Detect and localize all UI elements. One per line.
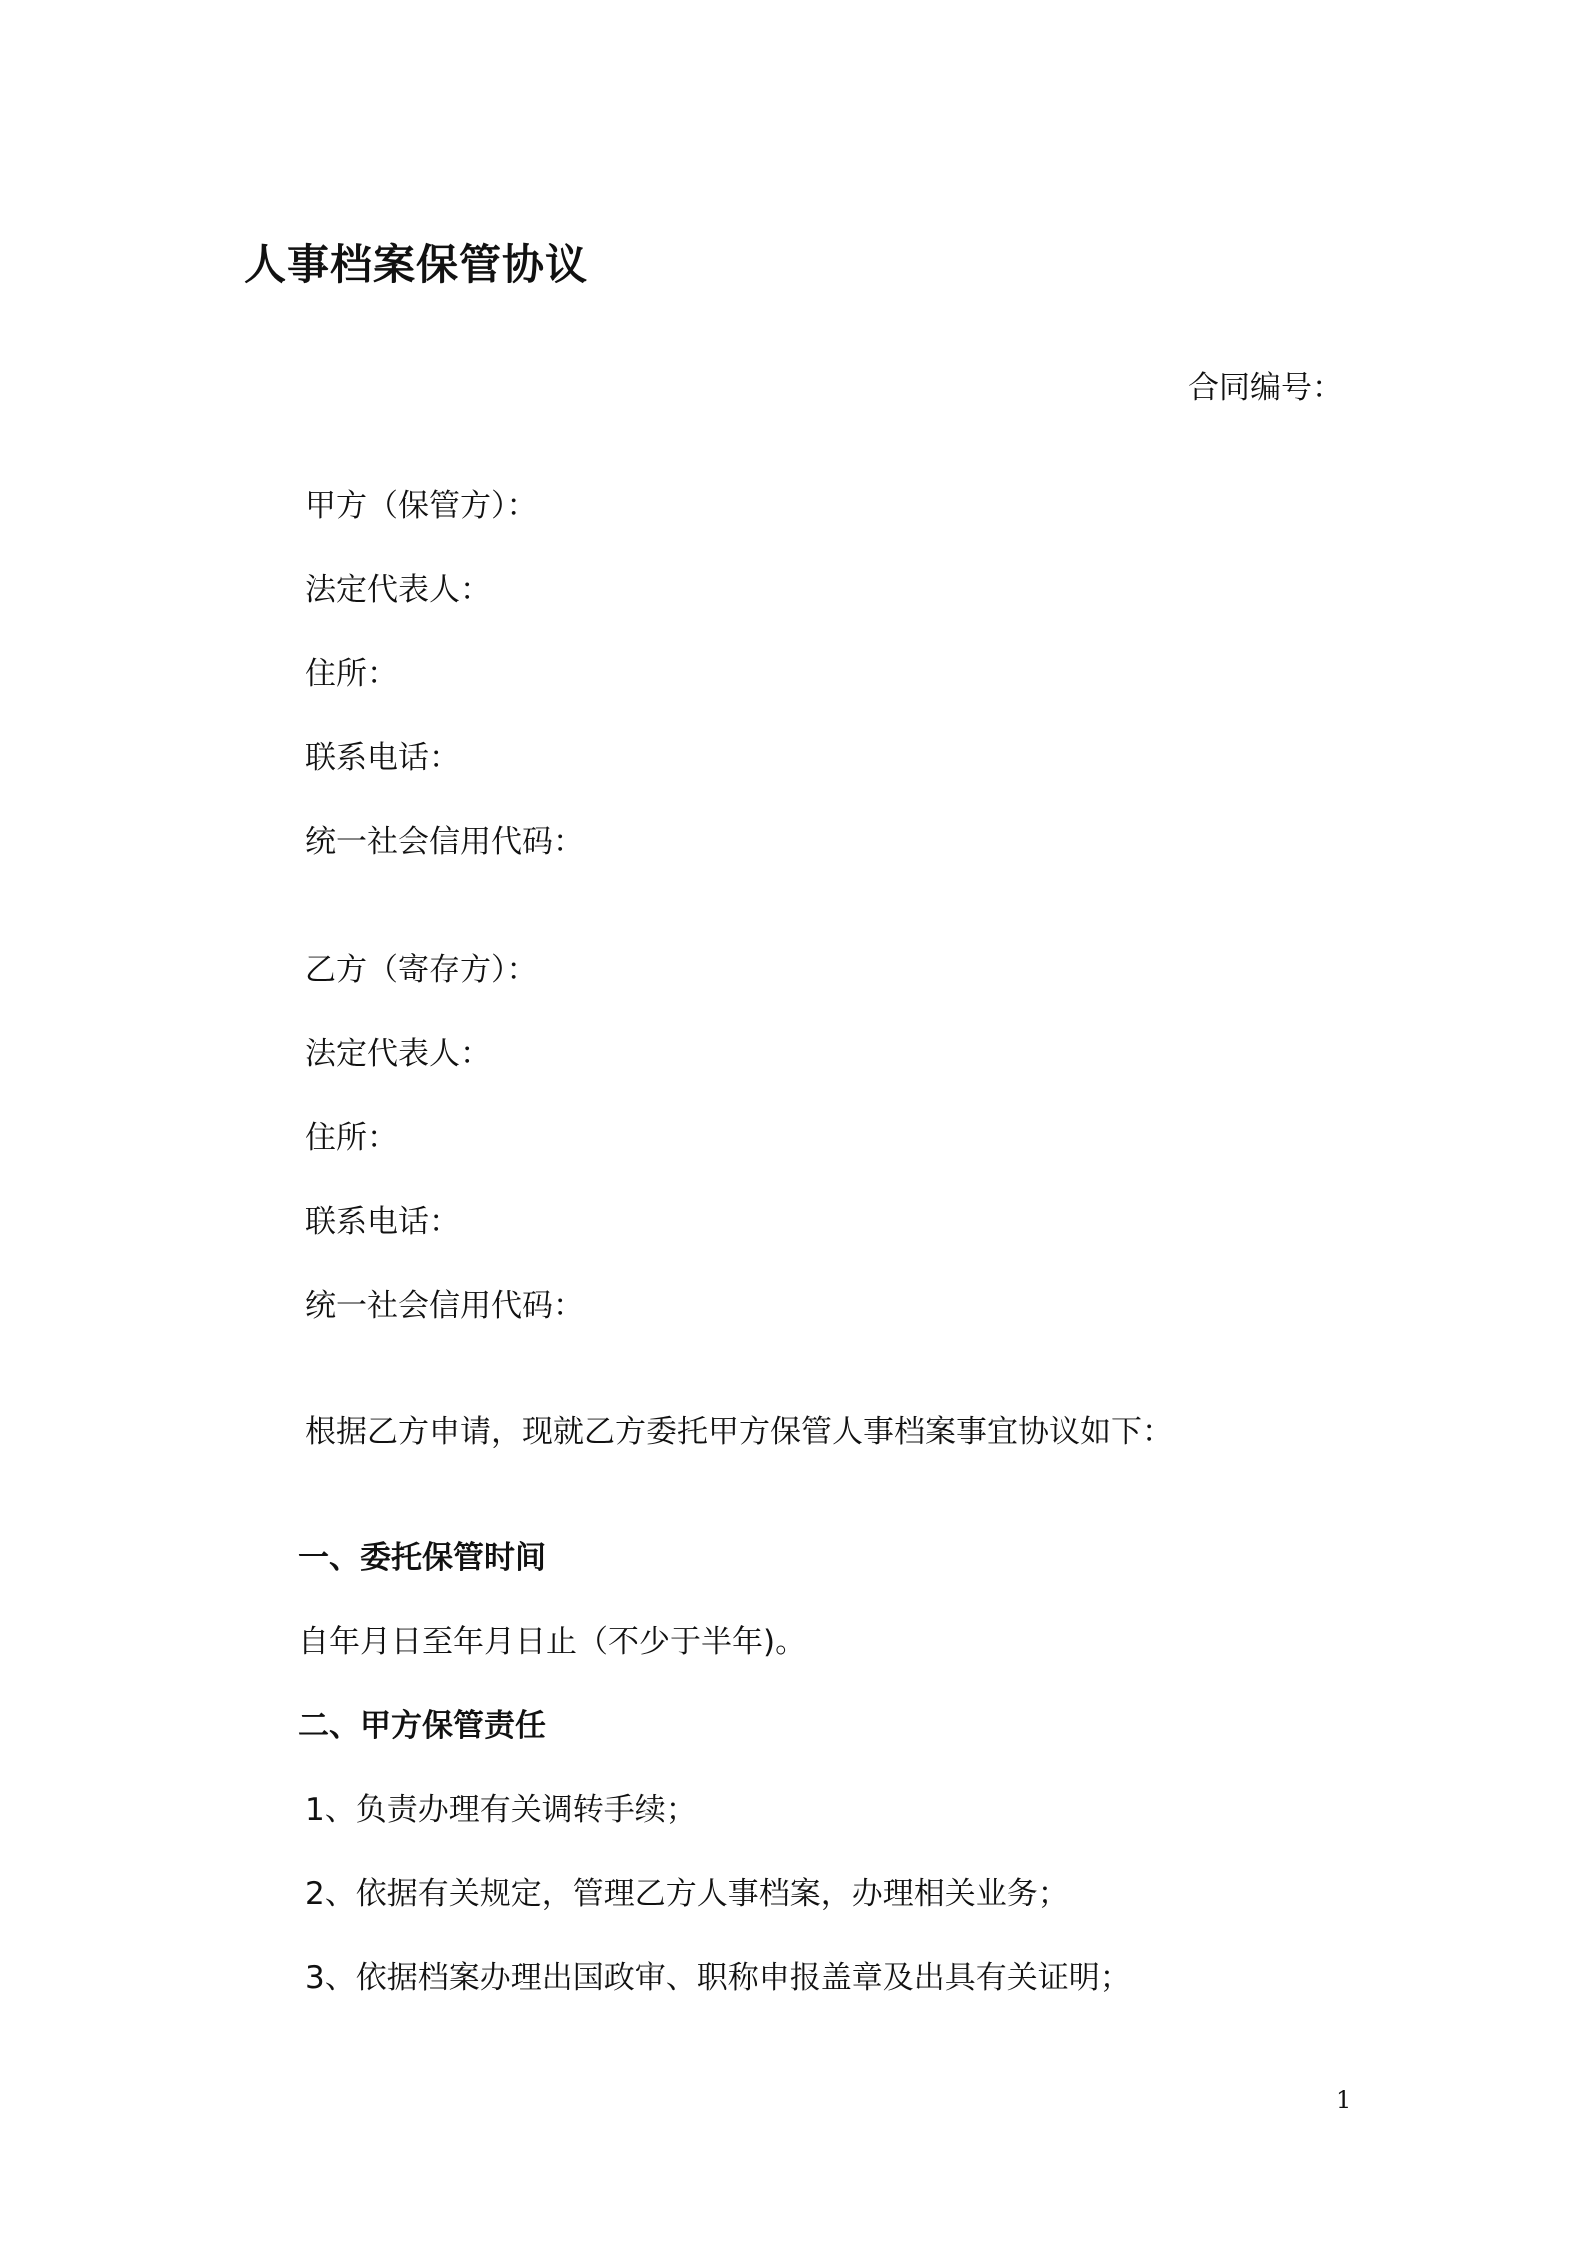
agreement-intro: 根据乙方申请，现就乙方委托甲方保管人事档案事宜协议如下： xyxy=(305,1414,1173,1450)
section-2-item-2: 2、依据有关规定，管理乙方人事档案，办理相关业务； xyxy=(305,1876,1069,1912)
section-1-body: 自年月日至年月日止（不少于半年)。 xyxy=(298,1624,807,1660)
party-b-phone-label: 联系电话： xyxy=(305,1204,460,1240)
party-a-credit-code-label: 统一社会信用代码： xyxy=(305,824,584,860)
section-2-heading: 二、甲方保管责任 xyxy=(298,1708,546,1744)
party-b-address-label: 住所： xyxy=(305,1120,398,1156)
contract-number-label: 合同编号： xyxy=(1188,370,1343,406)
party-a-address-label: 住所： xyxy=(305,656,398,692)
document-title: 人事档案保管协议 xyxy=(244,240,589,289)
party-a-heading: 甲方（保管方）： xyxy=(305,488,538,524)
section-2-item-1: 1、负责办理有关调转手续； xyxy=(305,1792,697,1828)
party-a-rep-label: 法定代表人： xyxy=(305,572,491,608)
page-number: 1 xyxy=(1336,2086,1352,2114)
section-1-heading: 一、委托保管时间 xyxy=(298,1540,546,1576)
party-b-rep-label: 法定代表人： xyxy=(305,1036,491,1072)
party-b-credit-code-label: 统一社会信用代码： xyxy=(305,1288,584,1324)
section-2-item-3: 3、依据档案办理出国政审、职称申报盖章及出具有关证明； xyxy=(305,1960,1131,1996)
party-a-phone-label: 联系电话： xyxy=(305,740,460,776)
party-b-heading: 乙方（寄存方）： xyxy=(305,952,538,988)
